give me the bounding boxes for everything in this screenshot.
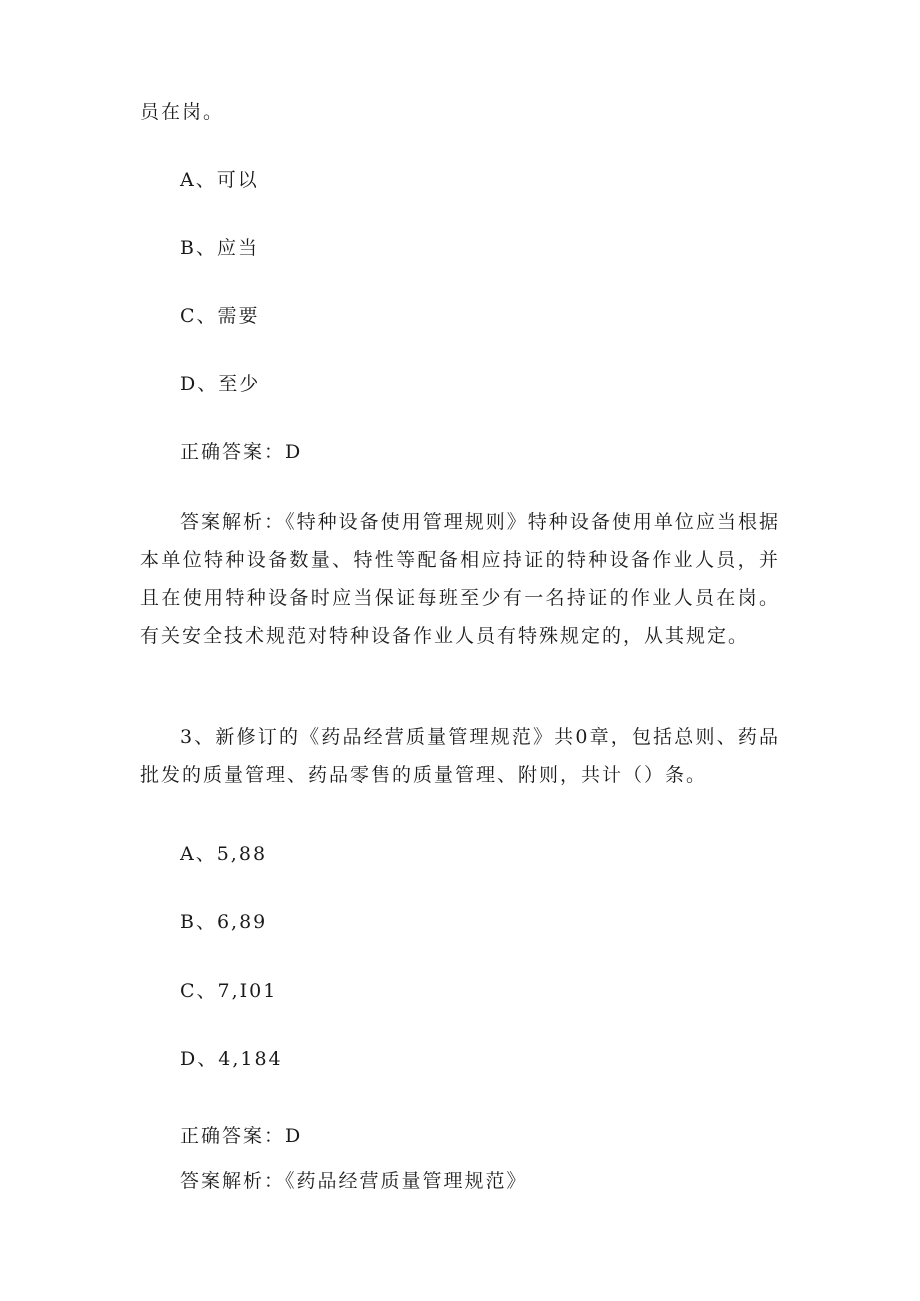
question-2-stem-tail: 员在岗。 bbox=[140, 101, 225, 123]
question-2-option-a: A、可以 bbox=[180, 169, 259, 191]
question-2-answer: 正确答案：D bbox=[180, 441, 303, 463]
question-2-option-b: B、应当 bbox=[180, 237, 259, 259]
question-3-option-b: B、6,89 bbox=[180, 911, 268, 933]
question-2-option-c: C、需要 bbox=[180, 305, 260, 327]
question-3-answer: 正确答案：D bbox=[180, 1125, 303, 1147]
question-3-stem: 3、新修订的《药品经营质量管理规范》共0章，包括总则、药品批发的质量管理、药品零售的质量管理、附则，共计（）条。 bbox=[140, 726, 780, 786]
question-2-option-d: D、至少 bbox=[180, 373, 261, 395]
question-3-option-d: D、4,184 bbox=[180, 1048, 283, 1070]
question-2-explanation: 答案解析：《特种设备使用管理规则》特种设备使用单位应当根据本单位特种设备数量、特性等配备相应持证的特种设备作业人员，并且在使用特种设备时应当保证每班至少有一名持证的作业人员在岗。有关安全技术规范对特种设备作业人员有特殊规定的，从其规定。 bbox=[140, 511, 780, 647]
question-3-option-c: C、7,I01 bbox=[180, 980, 278, 1002]
question-3-explanation: 答案解析：《药品经营质量管理规范》 bbox=[180, 1170, 528, 1192]
question-3-option-a: A、5,88 bbox=[180, 843, 268, 865]
